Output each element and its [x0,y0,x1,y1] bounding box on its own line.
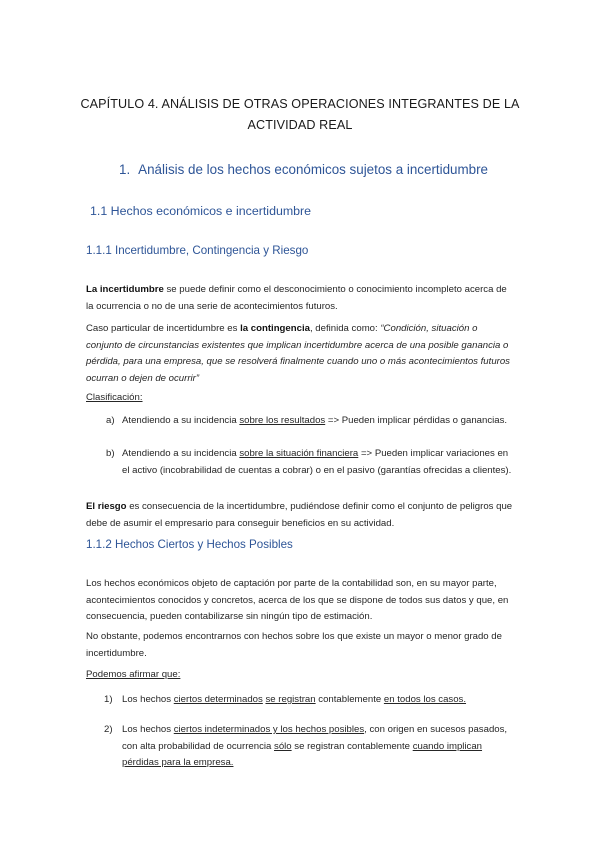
list-item-text [122,413,518,430]
item-rest: => Pueden implicar variaciones en el activo (incobrabilidad de cuentas a cobrar) o en el pasivo (garantías ofrecidas a clientes). [122,448,512,476]
list-marker: 1) [104,694,113,705]
item-underlined: cuando implican pérdidas para la empresa. [122,740,483,769]
item-part: , con origen en sucesos pasados, con alta probabilidad de ocurrencia [122,724,508,752]
list-marker: b) [106,448,115,459]
item-lead: Atendiendo a su incidencia [122,415,240,426]
chapter-title-line-2: ACTIVIDAD REAL [247,118,353,132]
item-underlined: sobre la situación financiera [239,448,359,459]
contingencia-quote: “Condición, situación o conjunto de circunstancias existentes que implican incertidumbre acerca de una posible ganancia o pérdida, para una empresa, que se resolverá finalmente cuando uno o más acontecimientos futuros ocurran o dejen de ocurrir” [86,323,510,384]
incertidumbre-paragraph [86,282,516,315]
contingencia-paragraph [86,321,516,387]
no-obstante-paragraph: No obstante, podemos encontrarnos con hechos sobre los que existe un mayor o menor grado de incertidumbre. [86,631,502,659]
section-1-title: Análisis de los hechos económicos sujetos a incertidumbre [138,162,488,177]
list-item-text [122,722,518,772]
list-marker: 2) [104,724,113,735]
item-part: Los hechos [122,724,174,735]
item-underlined: se registran [265,694,316,705]
item-lead: Atendiendo a su incidencia [122,448,240,459]
section-1-number: 1. [119,162,131,177]
clasificacion-label: Clasificación: [86,392,143,403]
list-item-text [122,446,518,479]
contingencia-term: la contingencia [240,323,310,334]
incertidumbre-term: La incertidumbre [86,284,164,295]
contingencia-mid: , definida como: [309,323,381,334]
section-1-heading [119,162,488,177]
riesgo-text: es consecuencia de la incertidumbre, pudiéndose definir como el conjunto de peligros que debe de asumir el empresario para conseguir beneficios en su actividad. [86,501,513,529]
item-underlined: en todos los casos. [383,694,467,705]
item-underlined: sobre los resultados [239,415,326,426]
section-1-1-2-heading: 1.1.2 Hechos Ciertos y Hechos Posibles [86,538,293,551]
section-1-1-heading: 1.1 Hechos económicos e incertidumbre [90,204,312,218]
item-part: Los hechos [122,694,174,705]
item-underlined: sólo [274,740,292,752]
contingencia-lead: Caso particular de incertidumbre es [86,323,241,334]
list-item-text [122,692,518,709]
podemos-label: Podemos afirmar que: [86,669,181,680]
item-underlined: ciertos indeterminados y los hechos posibles [173,724,365,735]
item-underlined: ciertos determinados [173,694,263,705]
riesgo-term: El riesgo [86,501,127,512]
section-1-1-1-heading: 1.1.1 Incertidumbre, Contingencia y Riesgo [86,244,309,257]
riesgo-paragraph [86,499,516,532]
hechos-paragraph: Los hechos económicos objeto de captación por parte de la contabilidad son, en su mayor parte, acontecimientos conocidos y concretos, acerca de los que se dispone de todos sus datos y que, en consecuencia, pueden contabilizarse sin ningún tipo de estimación. [86,578,509,623]
incertidumbre-text: se puede definir como el desconocimiento o conocimiento incompleto acerca de la ocurrencia o no de una serie de acontecimientos futuros. [86,284,507,312]
item-part: se registran contablemente [291,740,413,752]
list-marker: a) [106,415,115,426]
chapter-title-line-1: CAPÍTULO 4. ANÁLISIS DE OTRAS OPERACIONES INTEGRANTES DE LA [80,97,520,111]
item-rest: => Pueden implicar pérdidas o ganancias. [325,415,508,426]
chapter-title [60,94,540,136]
item-part: contablemente [315,694,384,705]
